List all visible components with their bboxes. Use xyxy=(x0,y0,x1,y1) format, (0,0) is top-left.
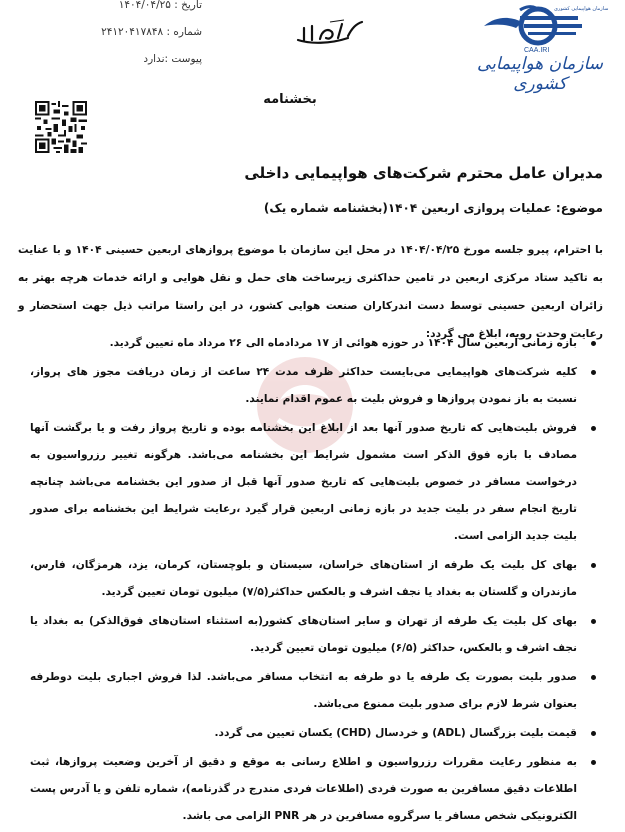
bismillah-calligraphy-icon xyxy=(290,18,370,48)
svg-text:CAA.IRI: CAA.IRI xyxy=(524,47,550,54)
letter-date: تاریخ : ۱۴۰۴/۰۴/۲۵ xyxy=(118,0,202,11)
list-item-text: به منظور رعایت مقررات رزرواسیون و اطلاع رسانی به موقع و دقیق از آخرین وضعیت پروازها، ثبت اطلاعات دقیق مسافرین به صورت فردی (اطلاعات فردی مندرج در گذرنامه)، شماره تلفن و یا آدرس پست الکترونیکی شخص مسافر یا سرگروه مسافرین در هر PNR الزامی می باشد. xyxy=(30,756,577,822)
list-item-text: کلیه شرکت‌های هواپیمایی می‌بایست حداکثر ظرف مدت ۲۴ ساعت از زمان دریافت مجوز های پرواز، نسبت به باز نمودن پروازها و فروش بلیت به عموم اقدام نمایند. xyxy=(30,366,577,405)
bullet-icon xyxy=(591,675,596,680)
logo-small-text: سازمان هواپیمایی کشوری xyxy=(554,6,609,12)
organization-name: سازمان هواپیمایی کشوری xyxy=(476,54,604,94)
list-item xyxy=(30,720,603,747)
letter-attachment: پیوست :ندارد xyxy=(143,53,202,65)
list-item xyxy=(30,359,603,413)
bullet-icon xyxy=(591,731,596,736)
qr-code-icon[interactable] xyxy=(35,101,87,153)
list-item xyxy=(30,749,603,830)
intro-paragraph: با احترام، پیرو جلسه مورخ ۱۴۰۴/۰۴/۲۵ در محل این سازمان با موضوع پروازهای اربعین حسینی ۱۴۰۴ و با عنایت به تاکید ستاد مرکزی اربعین در تامین حداکثری زیرساخت های حمل و نقل هوایی و ارائه خدمات هرچه بهتر به زائران اربعین حسینی توسط دست اندرکاران صنعت هوایی کشور، در این راستا مراتب ذیل جهت استحضار و رعایت وحدت رویه، ابلاغ می گردد: xyxy=(18,244,604,340)
list-item xyxy=(30,608,603,662)
bullet-icon xyxy=(591,341,596,346)
list-item-text: بهای کل بلیت یک طرفه از استان‌های خراسان، سیستان و بلوچستان، کرمان، یزد، هرمزگان، فارس، مازندران و گلستان به بغداد یا نجف اشرف و بالعکس حداکثر(۷/۵) میلیون تومان تعیین گردید. xyxy=(30,559,577,598)
letter-meta xyxy=(62,0,202,79)
list-item xyxy=(30,415,603,550)
list-item xyxy=(30,330,603,357)
bullet-icon xyxy=(591,760,596,765)
addressee-heading: مدیران عامل محترم شرکت‌های هواپیمایی داخلی xyxy=(244,164,603,182)
bullet-icon xyxy=(591,370,596,375)
list-item-text: بهای کل بلیت یک طرفه از تهران و سایر استان‌های کشور(به استثناء استان‌های فوق‌الذکر) به بغداد یا نجف اشرف و بالعکس، حداکثر (۶/۵) میلیون تومان تعیین گردید. xyxy=(30,615,577,654)
list-item xyxy=(30,552,603,606)
letter-number: شماره : ۲۴۱۲۰۴۱۷۸۴۸ xyxy=(101,26,202,38)
document-title: بخشنامه xyxy=(263,92,317,107)
directive-list xyxy=(30,330,603,832)
bullet-icon xyxy=(591,619,596,624)
list-item-text: فروش بلیت‌هایی که تاریخ صدور آنها بعد از ابلاغ این بخشنامه بوده و تاریخ پرواز رفت و یا برگشت آنها مصادف با بازه فوق الذکر است مشمول شرایط این بخشنامه می‌باشد. هرگونه تغییر رزرواسیون به درخواست مسافر در خصوص بلیت‌هایی که تاریخ صدور آنها قبل از صدور این بخشنامه می‌باشد چنانچه تاریخ انجام سفر در بلیت جدید در بازه زمانی اربعین قرار گیرد ،رعایت شرایط این بخشنامه برای صدور بلیت جدید الزامی است. xyxy=(30,422,577,542)
caa-logo-icon xyxy=(480,2,609,62)
bullet-icon xyxy=(591,426,596,431)
list-item-text: بازه زمانی اربعین سال ۱۴۰۴ در حوزه هوائی از ۱۷ مردادماه الی ۲۶ مرداد ماه تعیین گردید. xyxy=(109,337,577,349)
list-item xyxy=(30,664,603,718)
list-item-text: قیمت بلیت بزرگسال (ADL) و خردسال (CHD) یکسان تعیین می گردد. xyxy=(214,727,577,739)
list-item-text: صدور بلیت بصورت یک طرفه یا دو طرفه به انتخاب مسافر می‌باشد. لذا فروش اجباری بلیت دوطرفه بعنوان شرط لازم برای صدور بلیت ممنوع می‌باشد. xyxy=(30,671,577,710)
bullet-icon xyxy=(591,563,596,568)
subject-line: موضوع: عملیات پروازی اربعین ۱۴۰۴(بخشنامه شماره یک) xyxy=(263,201,603,215)
